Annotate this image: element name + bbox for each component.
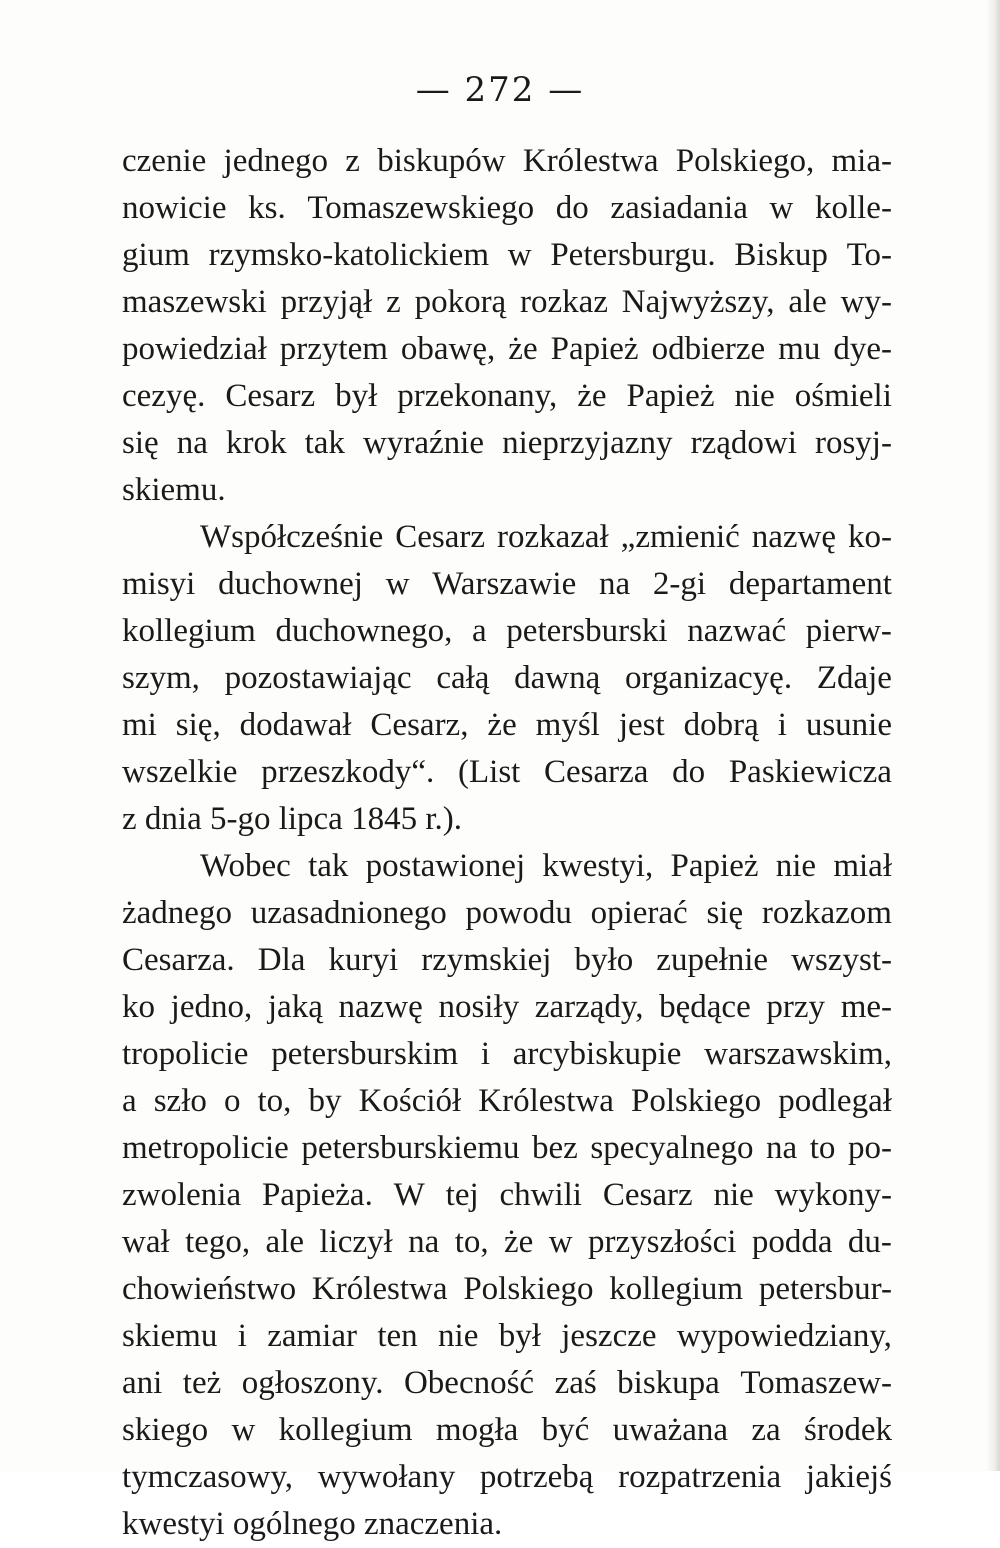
word: liczył xyxy=(319,1224,393,1260)
word: nazwę xyxy=(751,519,836,555)
word: w xyxy=(385,566,410,602)
word: zarządy, xyxy=(534,989,644,1025)
word: rozkaz xyxy=(520,284,608,320)
text-line: z dnia 5-go lipca 1845 r.). xyxy=(122,801,462,837)
word: ogłoszony. xyxy=(241,1365,384,1401)
word: i xyxy=(777,707,787,743)
word: dye- xyxy=(833,331,892,367)
word: ale xyxy=(788,284,827,320)
text-line xyxy=(122,749,892,796)
word: tego, xyxy=(185,1224,251,1260)
text-line xyxy=(122,655,892,702)
word: mi xyxy=(122,707,157,743)
text-line xyxy=(122,185,892,232)
word: Kościół xyxy=(358,1083,462,1119)
word: ks. xyxy=(248,190,286,226)
word: uzasadnionego xyxy=(250,895,447,931)
word: a xyxy=(472,613,487,649)
word: petersbur- xyxy=(758,1271,892,1307)
word: biskupów xyxy=(377,143,506,179)
word: powiedział xyxy=(122,331,267,367)
text-line xyxy=(122,1125,892,1172)
text-line xyxy=(122,1407,892,1454)
word: Paskiewicza xyxy=(728,754,892,790)
word: arcybiskupie xyxy=(512,1036,682,1072)
word: to, xyxy=(257,1083,292,1119)
word: podda xyxy=(751,1224,833,1260)
text-line xyxy=(122,702,892,749)
word: kuryi xyxy=(328,942,399,978)
word: nie xyxy=(775,848,817,884)
word: du- xyxy=(847,1224,892,1260)
word: cezyę. xyxy=(122,378,206,414)
word: jednego xyxy=(223,143,329,179)
word: mia- xyxy=(831,143,892,179)
word: będące xyxy=(659,989,751,1025)
word: Cesarz xyxy=(395,519,486,555)
word: też xyxy=(182,1365,222,1401)
word: nazwę xyxy=(338,989,423,1025)
word: pokorą xyxy=(414,284,507,320)
word: Cesarz, xyxy=(370,707,469,743)
word: chowieństwo xyxy=(122,1271,297,1307)
word: mu xyxy=(778,331,821,367)
word: zaś xyxy=(554,1365,597,1401)
word: wywołany xyxy=(317,1459,456,1495)
word: bez xyxy=(532,1130,578,1166)
word: i xyxy=(237,1318,247,1354)
word: petersburskim xyxy=(271,1036,459,1072)
word: nie xyxy=(734,378,775,414)
word: nie xyxy=(438,1318,479,1354)
word: To- xyxy=(846,237,892,273)
word: wykony- xyxy=(774,1177,892,1213)
word: było xyxy=(574,942,634,978)
text-line xyxy=(122,984,892,1031)
word: rozkazom xyxy=(761,895,892,931)
word: Królestwa xyxy=(311,1271,448,1307)
word: środek xyxy=(804,1412,892,1448)
word: ten xyxy=(377,1318,418,1354)
word: ale xyxy=(265,1224,305,1260)
text-line xyxy=(122,843,892,890)
word: kwestyi, xyxy=(542,848,654,884)
word: tej xyxy=(445,1177,479,1213)
word: żadnego xyxy=(122,895,232,931)
word: powodu xyxy=(465,895,572,931)
word: (List xyxy=(458,754,521,790)
word: ko xyxy=(122,989,155,1025)
text-line xyxy=(122,1360,892,1407)
text-line: skiemu. xyxy=(122,472,226,508)
word: tak xyxy=(304,425,345,461)
word: kollegium xyxy=(278,1412,413,1448)
text-line xyxy=(122,1078,892,1125)
word: nazwać xyxy=(687,613,787,649)
word: wy- xyxy=(840,284,892,320)
word: przyszłości xyxy=(587,1224,737,1260)
word: krok xyxy=(226,425,287,461)
word: myśl xyxy=(535,707,600,743)
word: Cesarz xyxy=(225,378,316,414)
word: jeszcze xyxy=(561,1318,657,1354)
word: Papieża. xyxy=(261,1177,373,1213)
word: tak xyxy=(308,848,349,884)
word: się, xyxy=(175,707,221,743)
word: o xyxy=(223,1083,241,1119)
word: ko- xyxy=(847,519,892,555)
word: na xyxy=(599,566,631,602)
word: miał xyxy=(833,848,892,884)
word: dodawał xyxy=(239,707,352,743)
word: tropolicie xyxy=(122,1036,249,1072)
word: na xyxy=(176,425,208,461)
word: „zmienić xyxy=(620,519,740,555)
text-line xyxy=(122,232,892,279)
word: Biskup xyxy=(734,237,828,273)
text-line xyxy=(122,608,892,655)
text-line xyxy=(122,1266,892,1313)
word: do xyxy=(672,754,706,790)
word: rzymskiej xyxy=(421,942,552,978)
word: Polskiego, xyxy=(675,143,815,179)
word: nosiły xyxy=(438,989,520,1025)
word: W xyxy=(393,1177,425,1213)
word: Petersburgu. xyxy=(550,237,716,273)
word: Wobec xyxy=(200,848,291,884)
word: że xyxy=(504,1224,534,1260)
word: metropolicie xyxy=(122,1130,289,1166)
word: szło xyxy=(153,1083,207,1119)
word: i xyxy=(480,1036,491,1072)
word: Zdaje xyxy=(816,660,892,696)
word: Królestwa xyxy=(522,143,659,179)
word: biskupa xyxy=(617,1365,720,1401)
word: na xyxy=(766,1130,798,1166)
word: duchownego, xyxy=(275,613,453,649)
word: że xyxy=(577,378,607,414)
word: przytem xyxy=(279,331,388,367)
word: Warszawie xyxy=(432,566,577,602)
word: wyraźnie xyxy=(363,425,484,461)
word: organizacyę. xyxy=(625,660,793,696)
text-line xyxy=(122,514,892,561)
word: Papież xyxy=(550,331,639,367)
text-line xyxy=(122,138,892,185)
word: by xyxy=(308,1083,342,1119)
word: potrzebą xyxy=(479,1459,594,1495)
word: w xyxy=(769,190,794,226)
word: specyalnego xyxy=(590,1130,754,1166)
word: departament xyxy=(728,566,892,602)
word: misyi xyxy=(122,566,196,602)
word: me- xyxy=(840,989,892,1025)
word: rozpatrzenia xyxy=(618,1459,782,1495)
text-line xyxy=(122,1172,892,1219)
word: zupełnie xyxy=(656,942,769,978)
word: jaką xyxy=(267,989,323,1025)
word: jakiejś xyxy=(805,1459,892,1495)
word: rozkazał xyxy=(496,519,609,555)
word: całą xyxy=(436,660,490,696)
word: czenie xyxy=(122,143,207,179)
word: uważana xyxy=(612,1412,729,1448)
word: przeszkody“. xyxy=(261,754,435,790)
word: nieprzyjazny xyxy=(502,425,673,461)
word: przekonany, xyxy=(397,378,558,414)
text-line xyxy=(122,1219,892,1266)
word: podlegał xyxy=(778,1083,892,1119)
word: dawną xyxy=(514,660,601,696)
word: kollegium xyxy=(609,1271,744,1307)
word: petersburskiemu xyxy=(301,1130,520,1166)
word: postawionej xyxy=(365,848,526,884)
word: się xyxy=(706,895,744,931)
word: gium xyxy=(122,237,190,273)
text-line xyxy=(122,1454,892,1501)
word: szym, xyxy=(122,660,200,696)
word: Dla xyxy=(257,942,306,978)
word: Obecność xyxy=(403,1365,535,1401)
word: rosyj- xyxy=(814,425,892,461)
text-line xyxy=(122,373,892,420)
word: a xyxy=(122,1083,137,1119)
word: 2-gi xyxy=(652,566,707,602)
word: ani xyxy=(122,1365,163,1401)
word: warszawskim, xyxy=(704,1036,892,1072)
word: rzymsko-katolickiem xyxy=(208,237,489,273)
word: usunie xyxy=(805,707,892,743)
word: przyjął xyxy=(280,284,373,320)
word: nowicie xyxy=(122,190,227,226)
word: obawę, xyxy=(400,331,496,367)
word: w xyxy=(548,1224,573,1260)
word: to, xyxy=(454,1224,489,1260)
word: tymczasowy, xyxy=(122,1459,294,1495)
word: w xyxy=(231,1412,256,1448)
word: Cesarza. xyxy=(122,942,235,978)
word: pozostawiając xyxy=(224,660,412,696)
word: to xyxy=(809,1130,836,1166)
word: wszelkie xyxy=(122,754,238,790)
word: po- xyxy=(848,1130,892,1166)
text-line xyxy=(122,1313,892,1360)
word: do xyxy=(555,190,589,226)
word: wypowiedziany, xyxy=(676,1318,892,1354)
word: ośmieli xyxy=(794,378,892,414)
word: Polskiego xyxy=(631,1083,762,1119)
text-line: kwestyi ogólnego znaczenia. xyxy=(122,1506,503,1542)
word: mogła xyxy=(435,1412,519,1448)
word: Królestwa xyxy=(478,1083,614,1119)
word: zamiar xyxy=(267,1318,357,1354)
word: Współcześnie xyxy=(200,519,384,555)
word: Tomaszewskiego xyxy=(307,190,535,226)
word: wał xyxy=(122,1224,170,1260)
text-line xyxy=(122,1031,892,1078)
word: jest xyxy=(618,707,665,743)
word: skiemu xyxy=(122,1318,218,1354)
word: zasiadania xyxy=(610,190,748,226)
word: opierać xyxy=(590,895,688,931)
word: z xyxy=(345,143,360,179)
text-line xyxy=(122,937,892,984)
text-line xyxy=(122,890,892,937)
text-line xyxy=(122,326,892,373)
text-line xyxy=(122,420,892,467)
page-number: — 272 — xyxy=(415,70,585,110)
word: być xyxy=(541,1412,590,1448)
word: dobrą xyxy=(683,707,759,743)
word: Tomaszew- xyxy=(740,1365,892,1401)
word: że xyxy=(487,707,517,743)
word: był xyxy=(335,378,378,414)
text-line xyxy=(122,561,892,608)
word: zwolenia xyxy=(122,1177,242,1213)
word: Cesarza xyxy=(544,754,649,790)
word: duchownej xyxy=(218,566,363,602)
word: kollegium xyxy=(122,613,256,649)
word: Cesarz xyxy=(602,1177,693,1213)
word: skiego xyxy=(122,1412,209,1448)
word: że xyxy=(508,331,538,367)
word: maszewski xyxy=(122,284,267,320)
word: pierw- xyxy=(805,613,892,649)
word: w xyxy=(507,237,532,273)
word: był xyxy=(498,1318,541,1354)
word: Papież xyxy=(626,378,715,414)
word: rządowi xyxy=(690,425,797,461)
body-text xyxy=(122,138,892,1548)
word: z xyxy=(386,284,401,320)
word: kolle- xyxy=(814,190,892,226)
text-line xyxy=(122,279,892,326)
word: Papież xyxy=(670,848,759,884)
word: Polskiego xyxy=(463,1271,594,1307)
word: nie xyxy=(713,1177,754,1213)
word: Najwyższy, xyxy=(621,284,775,320)
page-edge xyxy=(986,0,1000,1471)
word: petersburski xyxy=(506,613,668,649)
word: się xyxy=(122,425,159,461)
word: jedno, xyxy=(170,989,253,1025)
word: odbierze xyxy=(651,331,766,367)
word: za xyxy=(751,1412,781,1448)
word: chwili xyxy=(499,1177,582,1213)
word: wszyst- xyxy=(791,942,892,978)
word: na xyxy=(408,1224,440,1260)
word: przy xyxy=(766,989,826,1025)
